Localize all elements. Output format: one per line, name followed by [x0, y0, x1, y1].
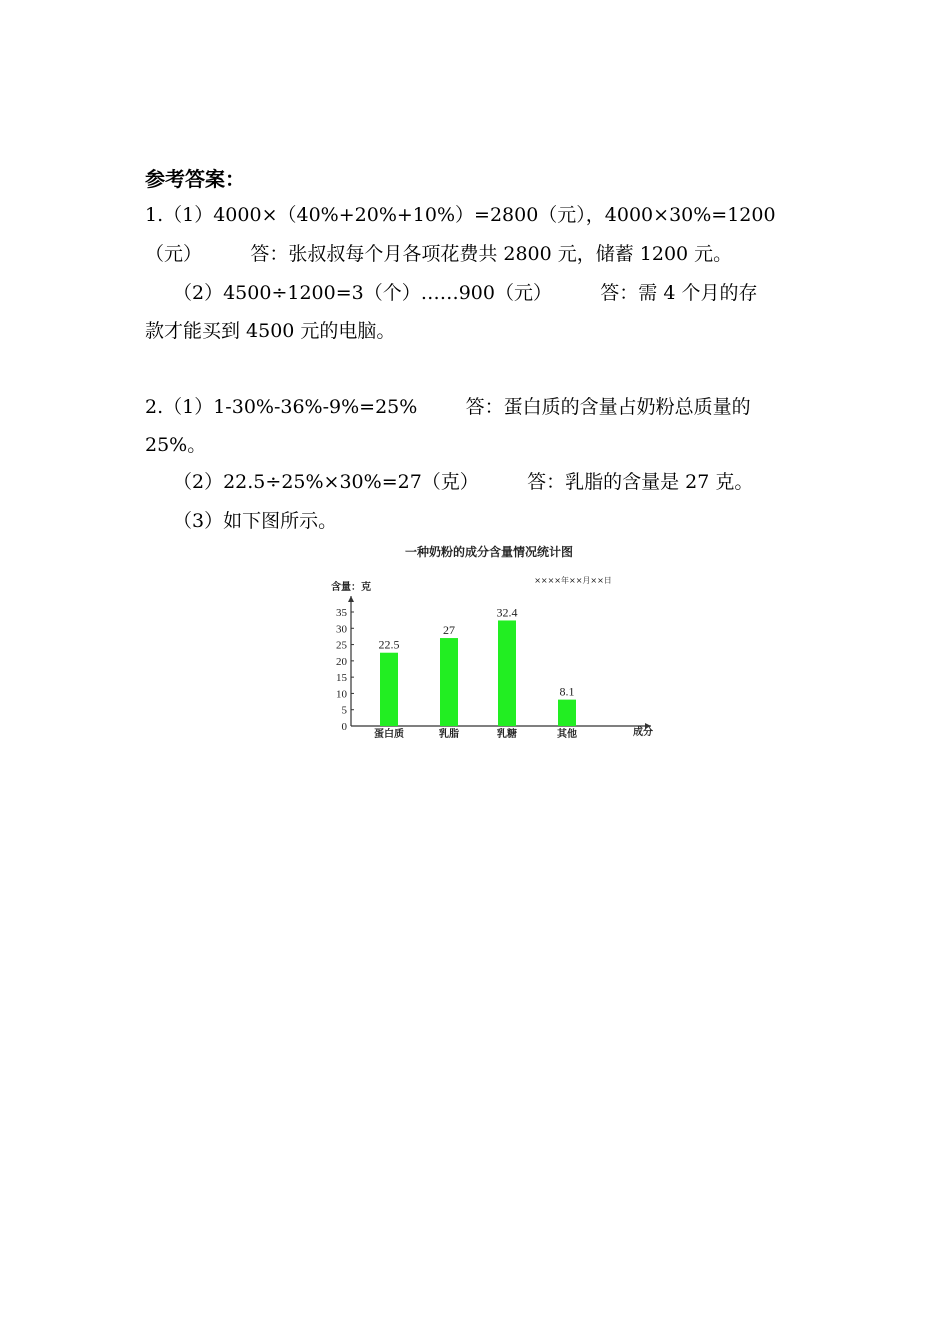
x-tick-label: 乳脂 [439, 729, 459, 740]
y-tick-label: 10 [336, 688, 347, 701]
y-tick-label: 5 [341, 704, 347, 717]
y-tick-label: 20 [336, 655, 347, 668]
bar [440, 638, 458, 726]
bar-data-label: 8.1 [559, 684, 575, 699]
x-tick-label: 蛋白质 [374, 729, 404, 740]
bar-chart-svg [323, 540, 655, 745]
x-tick-label: 乳糖 [497, 729, 517, 740]
y-axis-label: 含量：克 [331, 582, 371, 593]
bar [380, 653, 398, 726]
answer-heading: 参考答案： [145, 167, 245, 191]
bar [498, 620, 516, 726]
y-tick-label: 30 [336, 623, 347, 636]
y-axis-arrow [348, 596, 354, 602]
q1-line-4: 款才能买到 4500 元的电脑。 [145, 320, 396, 342]
q1-line-1: 1.（1）4000×（40%+20%+10%）=2800（元），4000×30%=1200 [145, 204, 776, 226]
chart-title: 一种奶粉的成分含量情况统计图 [404, 545, 574, 559]
q1-line-2: （元） 答：张叔叔每个月各项花费共 2800 元，储蓄 1200 元。 [145, 243, 733, 265]
y-tick-label: 0 [341, 721, 347, 733]
x-tick-group [374, 727, 577, 740]
q2-line-2: 25%。 [145, 434, 207, 456]
y-tick-label: 25 [336, 639, 347, 652]
q2-line-1: 2.（1）1-30%-36%-9%=25% 答：蛋白质的含量占奶粉总质量的 [145, 396, 751, 418]
bar-label-group [379, 605, 575, 698]
bar [558, 700, 576, 726]
q1-line-3: （2）4500÷1200=3（个）……900（元） 答：需 4 个月的存 [173, 282, 758, 304]
q2-line-3: （2）22.5÷25%×30%=27（克） 答：乳脂的含量是 27 克。 [173, 471, 754, 493]
x-axis-label: 成分 [633, 727, 653, 738]
bar-group [380, 620, 576, 726]
y-tick-label: 35 [336, 607, 347, 619]
bar-data-label: 22.5 [378, 637, 400, 652]
y-tick-label: 15 [336, 672, 347, 685]
q2-line-4: （3）如下图所示。 [173, 510, 338, 532]
x-tick-label: 其他 [557, 729, 577, 740]
bar-data-label: 32.4 [496, 605, 518, 620]
bar-data-label: 27 [443, 623, 455, 638]
milk-powder-chart [323, 540, 655, 745]
chart-date-note: ××××年××月××日 [534, 576, 612, 585]
